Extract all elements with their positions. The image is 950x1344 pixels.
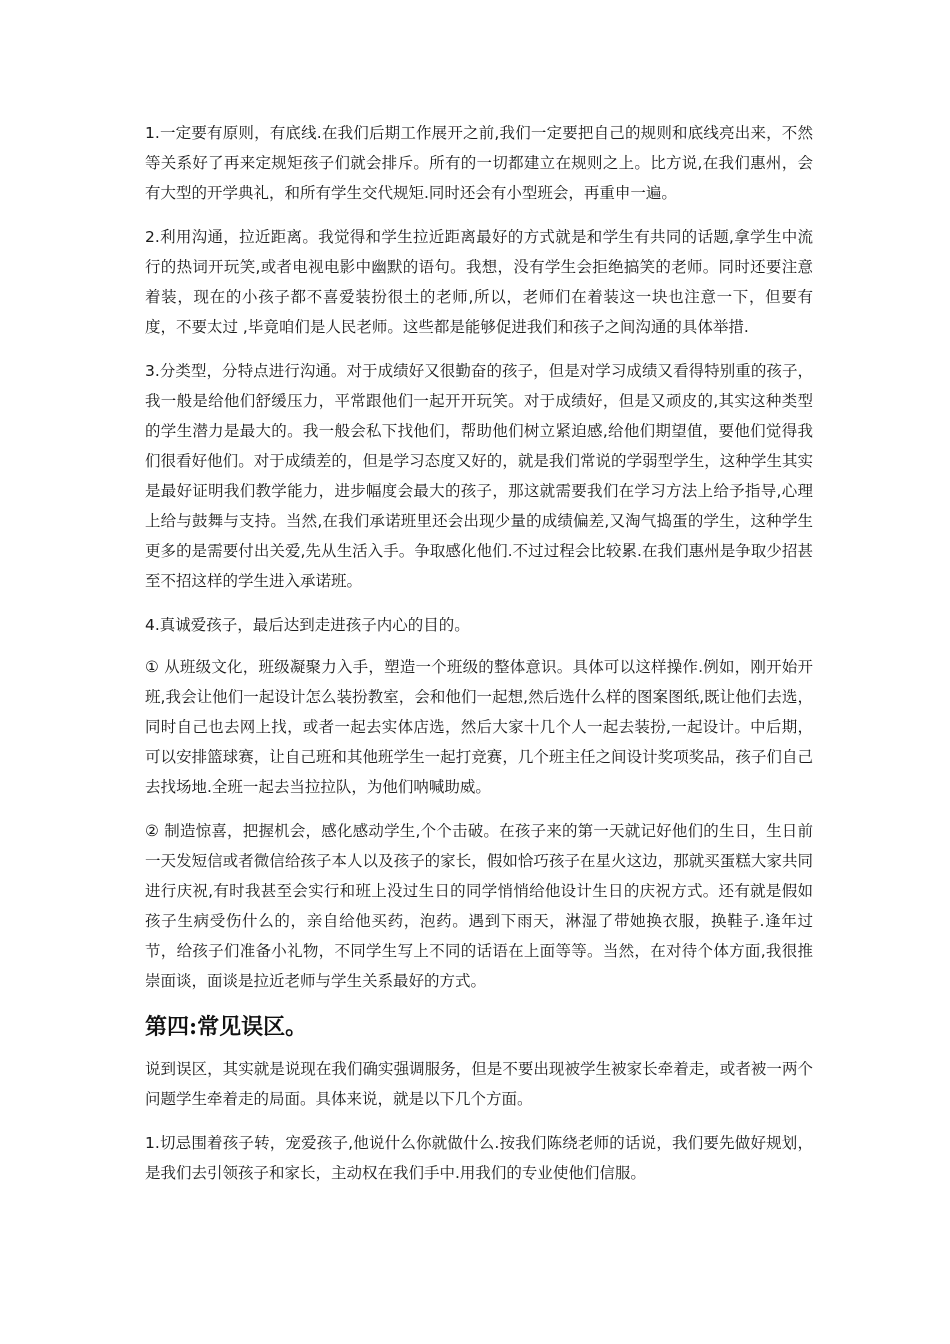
paragraph-student-types: 3.分类型，分特点进行沟通。对于成绩好又很勤奋的孩子，但是对学习成绩又看得特别重的孩子，我一般是给他们舒缓压力，平常跟他们一起开开玩笑。对于成绩好，但是又顽皮的,其实这种类型的学生潜力是最大的。我一般会私下找他们，帮助他们树立紧迫感,给他们期望值，要他们觉得我们很看好他们。对于成绩差的，但是学习态度又好的，就是我们常说的学弱型学生，这种学生其实是最好证明我们教学能力，进步幅度会最大的孩子，那这就需要我们在学习方法上给予指导,心理上给与鼓舞与支持。当然,在我们承诺班里还会出现少量的成绩偏差,又淘气捣蛋的学生，这种学生更多的是需要付出关爱,先从生活入手。争取感化他们.不过过程会比较累.在我们惠州是争取少招甚至不招这样的学生进入承诺班。 bbox=[145, 362, 813, 590]
paragraph-surprises: ② 制造惊喜，把握机会，感化感动学生,个个击破。在孩子来的第一天就记好他们的生日，生日前一天发短信或者微信给孩子本人以及孩子的家长，假如恰巧孩子在星火这边，那就买蛋糕大家共同进行庆祝,有时我甚至会实行和班上没过生日的同学悄悄给他设计生日的庆祝方式。还有就是假如孩子生病受伤什么的，亲自给他买药，泡药。遇到下雨天，淋湿了带她换衣服，换鞋子.逢年过节，给孩子们准备小礼物，不同学生写上不同的话语在上面等等。当然，在对待个体方面,我很推崇面谈，面谈是拉近老师与学生关系最好的方式。 bbox=[145, 822, 813, 990]
paragraph-misconceptions-intro: 说到误区，其实就是说现在我们确实强调服务，但是不要出现被学生被家长牵着走，或者被一两个问题学生牵着走的局面。具体来说，就是以下几个方面。 bbox=[145, 1060, 813, 1108]
paragraph-class-culture: ① 从班级文化，班级凝聚力入手，塑造一个班级的整体意识。具体可以这样操作.例如，刚开始开班,我会让他们一起设计怎么装扮教室，会和他们一起想,然后选什么样的图案图纸,既让他们去选，同时自己也去网上找，或者一起去实体店选，然后大家十几个人一起去装扮,一起设计。中后期，可以安排篮球赛，让自己班和其他班学生一起打竞赛，几个班主任之间设计奖项奖品，孩子们自己去找场地.全班一起去当拉拉队，为他们呐喊助威。 bbox=[145, 658, 813, 796]
paragraph-sincere-love: 4.真诚爱孩子，最后达到走进孩子内心的目的。 bbox=[145, 616, 470, 634]
paragraph-misconception-1: 1.切忌围着孩子转，宠爱孩子,他说什么你就做什么.按我们陈绕老师的话说，我们要先做好规划，是我们去引领孩子和家长，主动权在我们手中.用我们的专业使他们信服。 bbox=[145, 1134, 813, 1182]
paragraph-communication: 2.利用沟通，拉近距离。我觉得和学生拉近距离最好的方式就是和学生有共同的话题,拿学生中流行的热词开玩笑,或者电视电影中幽默的语句。我想，没有学生会拒绝搞笑的老师。同时还要注意着装，现在的小孩子都不喜爱装扮很土的老师,所以，老师们在着装这一块也注意一下，但要有度，不要太过 ,毕竟咱们是人民老师。这些都是能够促进我们和孩子之间沟通的具体举措. bbox=[145, 228, 813, 336]
document-body bbox=[145, 118, 813, 1202]
paragraph-rule-bottom-line: 1.一定要有原则，有底线.在我们后期工作展开之前,我们一定要把自己的规则和底线亮出来，不然等关系好了再来定规矩孩子们就会排斥。所有的一切都建立在规则之上。比方说,在我们惠州，会有大型的开学典礼，和所有学生交代规矩.同时还会有小型班会，再重申一遍。 bbox=[145, 124, 813, 202]
section-heading: 第四:常见误区。 bbox=[145, 1014, 308, 1040]
